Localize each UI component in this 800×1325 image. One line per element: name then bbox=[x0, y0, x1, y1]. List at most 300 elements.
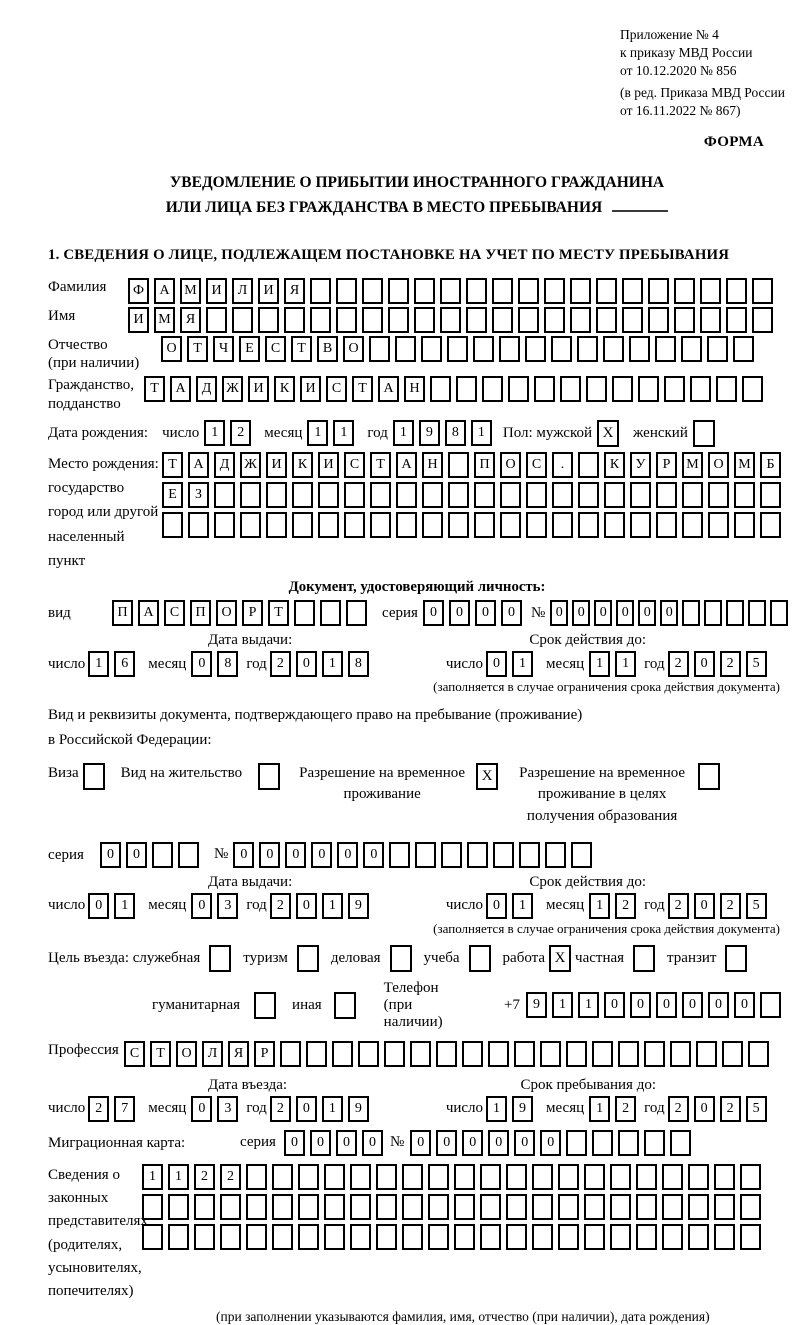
char-cell[interactable] bbox=[306, 1041, 327, 1067]
char-cell[interactable]: 0 bbox=[694, 1096, 715, 1122]
char-cell[interactable]: Т bbox=[352, 376, 373, 402]
char-cell[interactable] bbox=[318, 512, 339, 538]
char-cell[interactable] bbox=[716, 376, 737, 402]
purpose-other-checkbox[interactable] bbox=[334, 992, 356, 1019]
char-cell[interactable] bbox=[178, 842, 199, 868]
purpose-tourism-checkbox[interactable] bbox=[297, 945, 319, 972]
char-cell[interactable] bbox=[662, 1194, 683, 1220]
char-cell[interactable] bbox=[402, 1224, 423, 1250]
char-cell[interactable] bbox=[414, 278, 435, 304]
char-cell[interactable]: 0 bbox=[423, 600, 444, 626]
char-cell[interactable] bbox=[681, 336, 702, 362]
char-cell[interactable] bbox=[571, 842, 592, 868]
char-cell[interactable] bbox=[350, 1194, 371, 1220]
char-cell[interactable] bbox=[266, 512, 287, 538]
char-cell[interactable] bbox=[466, 278, 487, 304]
char-cell[interactable] bbox=[362, 278, 383, 304]
char-cell[interactable] bbox=[428, 1194, 449, 1220]
char-cell[interactable] bbox=[655, 336, 676, 362]
char-cell[interactable] bbox=[748, 600, 766, 626]
temp-residence-checkbox[interactable]: X bbox=[476, 763, 498, 790]
char-cell[interactable] bbox=[740, 1164, 761, 1190]
char-cell[interactable]: 0 bbox=[191, 1096, 212, 1122]
char-cell[interactable]: Д bbox=[214, 452, 235, 478]
char-cell[interactable] bbox=[142, 1224, 163, 1250]
char-cell[interactable] bbox=[584, 1194, 605, 1220]
char-cell[interactable] bbox=[500, 482, 521, 508]
char-cell[interactable] bbox=[358, 1041, 379, 1067]
sex-male-checkbox[interactable]: X bbox=[597, 420, 619, 447]
char-cell[interactable]: 2 bbox=[220, 1164, 241, 1190]
char-cell[interactable]: 0 bbox=[233, 842, 254, 868]
char-cell[interactable]: 0 bbox=[363, 842, 384, 868]
char-cell[interactable] bbox=[519, 842, 540, 868]
char-cell[interactable]: К bbox=[274, 376, 295, 402]
char-cell[interactable] bbox=[370, 512, 391, 538]
char-cell[interactable] bbox=[584, 1224, 605, 1250]
char-cell[interactable] bbox=[525, 336, 546, 362]
char-cell[interactable] bbox=[648, 307, 669, 333]
char-cell[interactable] bbox=[622, 278, 643, 304]
char-cell[interactable] bbox=[618, 1041, 639, 1067]
char-cell[interactable] bbox=[644, 1041, 665, 1067]
char-cell[interactable]: Т bbox=[162, 452, 183, 478]
char-cell[interactable]: 5 bbox=[746, 893, 767, 919]
char-cell[interactable] bbox=[592, 1041, 613, 1067]
char-cell[interactable] bbox=[280, 1041, 301, 1067]
char-cell[interactable] bbox=[596, 278, 617, 304]
char-cell[interactable]: М bbox=[180, 278, 201, 304]
char-cell[interactable] bbox=[726, 278, 747, 304]
char-cell[interactable]: 5 bbox=[746, 651, 767, 677]
char-cell[interactable] bbox=[636, 1194, 657, 1220]
char-cell[interactable]: 1 bbox=[322, 1096, 343, 1122]
char-cell[interactable] bbox=[492, 278, 513, 304]
char-cell[interactable]: 0 bbox=[694, 651, 715, 677]
char-cell[interactable]: 0 bbox=[694, 893, 715, 919]
char-cell[interactable] bbox=[566, 1041, 587, 1067]
char-cell[interactable] bbox=[714, 1224, 735, 1250]
char-cell[interactable]: Н bbox=[404, 376, 425, 402]
char-cell[interactable]: 0 bbox=[337, 842, 358, 868]
char-cell[interactable] bbox=[518, 278, 539, 304]
char-cell[interactable] bbox=[544, 307, 565, 333]
char-cell[interactable]: 0 bbox=[616, 600, 634, 626]
char-cell[interactable]: 0 bbox=[88, 893, 109, 919]
char-cell[interactable]: С bbox=[124, 1041, 145, 1067]
char-cell[interactable] bbox=[168, 1194, 189, 1220]
char-cell[interactable]: З bbox=[188, 482, 209, 508]
char-cell[interactable]: А bbox=[378, 376, 399, 402]
char-cell[interactable]: М bbox=[154, 307, 175, 333]
char-cell[interactable]: С bbox=[265, 336, 286, 362]
char-cell[interactable] bbox=[448, 512, 469, 538]
char-cell[interactable] bbox=[526, 512, 547, 538]
char-cell[interactable]: Р bbox=[656, 452, 677, 478]
char-cell[interactable] bbox=[474, 512, 495, 538]
char-cell[interactable] bbox=[603, 336, 624, 362]
char-cell[interactable] bbox=[344, 512, 365, 538]
char-cell[interactable] bbox=[232, 307, 253, 333]
char-cell[interactable]: И bbox=[300, 376, 321, 402]
char-cell[interactable]: Д bbox=[196, 376, 217, 402]
char-cell[interactable]: 2 bbox=[270, 1096, 291, 1122]
char-cell[interactable]: 1 bbox=[307, 420, 328, 446]
char-cell[interactable]: Я bbox=[228, 1041, 249, 1067]
char-cell[interactable] bbox=[336, 278, 357, 304]
char-cell[interactable] bbox=[448, 482, 469, 508]
char-cell[interactable]: О bbox=[216, 600, 237, 626]
char-cell[interactable] bbox=[410, 1041, 431, 1067]
char-cell[interactable] bbox=[422, 482, 443, 508]
char-cell[interactable]: 1 bbox=[114, 893, 135, 919]
char-cell[interactable]: К bbox=[604, 452, 625, 478]
char-cell[interactable]: 0 bbox=[514, 1130, 535, 1156]
char-cell[interactable] bbox=[558, 1164, 579, 1190]
char-cell[interactable] bbox=[246, 1164, 267, 1190]
char-cell[interactable] bbox=[560, 376, 581, 402]
purpose-humanitarian-checkbox[interactable] bbox=[254, 992, 276, 1019]
char-cell[interactable] bbox=[688, 1194, 709, 1220]
char-cell[interactable] bbox=[618, 1130, 639, 1156]
char-cell[interactable] bbox=[396, 482, 417, 508]
char-cell[interactable] bbox=[532, 1164, 553, 1190]
char-cell[interactable]: И bbox=[318, 452, 339, 478]
char-cell[interactable]: Т bbox=[187, 336, 208, 362]
char-cell[interactable] bbox=[682, 512, 703, 538]
char-cell[interactable] bbox=[362, 307, 383, 333]
char-cell[interactable] bbox=[320, 600, 341, 626]
char-cell[interactable] bbox=[462, 1041, 483, 1067]
char-cell[interactable]: 0 bbox=[191, 651, 212, 677]
char-cell[interactable]: Б bbox=[760, 452, 781, 478]
char-cell[interactable] bbox=[240, 482, 261, 508]
char-cell[interactable] bbox=[752, 278, 773, 304]
char-cell[interactable] bbox=[610, 1164, 631, 1190]
char-cell[interactable] bbox=[493, 842, 514, 868]
char-cell[interactable]: 8 bbox=[217, 651, 238, 677]
char-cell[interactable] bbox=[395, 336, 416, 362]
char-cell[interactable]: П bbox=[190, 600, 211, 626]
char-cell[interactable] bbox=[206, 307, 227, 333]
char-cell[interactable]: Л bbox=[202, 1041, 223, 1067]
char-cell[interactable] bbox=[648, 278, 669, 304]
char-cell[interactable] bbox=[440, 307, 461, 333]
char-cell[interactable] bbox=[674, 278, 695, 304]
char-cell[interactable] bbox=[388, 307, 409, 333]
char-cell[interactable]: Р bbox=[254, 1041, 275, 1067]
char-cell[interactable] bbox=[284, 307, 305, 333]
char-cell[interactable] bbox=[194, 1194, 215, 1220]
char-cell[interactable] bbox=[294, 600, 315, 626]
char-cell[interactable]: М bbox=[734, 452, 755, 478]
purpose-work-checkbox[interactable]: X bbox=[549, 945, 571, 972]
char-cell[interactable]: 1 bbox=[333, 420, 354, 446]
char-cell[interactable] bbox=[454, 1194, 475, 1220]
char-cell[interactable]: Т bbox=[150, 1041, 171, 1067]
char-cell[interactable] bbox=[466, 307, 487, 333]
char-cell[interactable] bbox=[760, 512, 781, 538]
char-cell[interactable]: И bbox=[258, 278, 279, 304]
char-cell[interactable] bbox=[638, 376, 659, 402]
char-cell[interactable]: А bbox=[154, 278, 175, 304]
char-cell[interactable] bbox=[499, 336, 520, 362]
char-cell[interactable] bbox=[266, 482, 287, 508]
char-cell[interactable]: 0 bbox=[734, 992, 755, 1018]
char-cell[interactable] bbox=[688, 1224, 709, 1250]
char-cell[interactable] bbox=[700, 278, 721, 304]
char-cell[interactable]: 0 bbox=[475, 600, 496, 626]
char-cell[interactable] bbox=[570, 307, 591, 333]
char-cell[interactable] bbox=[258, 307, 279, 333]
char-cell[interactable] bbox=[336, 307, 357, 333]
char-cell[interactable]: А bbox=[138, 600, 159, 626]
char-cell[interactable]: 5 bbox=[746, 1096, 767, 1122]
char-cell[interactable] bbox=[492, 307, 513, 333]
char-cell[interactable] bbox=[604, 512, 625, 538]
char-cell[interactable]: 0 bbox=[362, 1130, 383, 1156]
char-cell[interactable]: 2 bbox=[720, 1096, 741, 1122]
char-cell[interactable] bbox=[480, 1194, 501, 1220]
char-cell[interactable] bbox=[430, 376, 451, 402]
char-cell[interactable]: 9 bbox=[348, 893, 369, 919]
char-cell[interactable] bbox=[518, 307, 539, 333]
char-cell[interactable]: 1 bbox=[552, 992, 573, 1018]
char-cell[interactable] bbox=[447, 336, 468, 362]
char-cell[interactable]: Е bbox=[162, 482, 183, 508]
char-cell[interactable] bbox=[474, 482, 495, 508]
char-cell[interactable]: Н bbox=[422, 452, 443, 478]
char-cell[interactable]: 1 bbox=[322, 651, 343, 677]
char-cell[interactable]: 0 bbox=[100, 842, 121, 868]
char-cell[interactable] bbox=[310, 307, 331, 333]
char-cell[interactable] bbox=[473, 336, 494, 362]
char-cell[interactable] bbox=[298, 1194, 319, 1220]
char-cell[interactable] bbox=[421, 336, 442, 362]
char-cell[interactable]: 6 bbox=[114, 651, 135, 677]
char-cell[interactable] bbox=[384, 1041, 405, 1067]
char-cell[interactable] bbox=[506, 1194, 527, 1220]
char-cell[interactable] bbox=[428, 1164, 449, 1190]
char-cell[interactable] bbox=[734, 512, 755, 538]
char-cell[interactable] bbox=[664, 376, 685, 402]
char-cell[interactable]: Я bbox=[284, 278, 305, 304]
char-cell[interactable] bbox=[456, 376, 477, 402]
char-cell[interactable]: 2 bbox=[270, 893, 291, 919]
char-cell[interactable]: 1 bbox=[322, 893, 343, 919]
char-cell[interactable]: П bbox=[474, 452, 495, 478]
char-cell[interactable] bbox=[734, 482, 755, 508]
char-cell[interactable] bbox=[740, 1194, 761, 1220]
char-cell[interactable] bbox=[670, 1130, 691, 1156]
char-cell[interactable]: 0 bbox=[656, 992, 677, 1018]
char-cell[interactable] bbox=[350, 1164, 371, 1190]
char-cell[interactable]: 2 bbox=[668, 1096, 689, 1122]
char-cell[interactable]: 8 bbox=[348, 651, 369, 677]
char-cell[interactable]: 1 bbox=[486, 1096, 507, 1122]
char-cell[interactable]: Т bbox=[291, 336, 312, 362]
char-cell[interactable]: С bbox=[164, 600, 185, 626]
char-cell[interactable] bbox=[526, 482, 547, 508]
char-cell[interactable] bbox=[272, 1224, 293, 1250]
char-cell[interactable]: Ж bbox=[240, 452, 261, 478]
char-cell[interactable]: 9 bbox=[512, 1096, 533, 1122]
char-cell[interactable]: 2 bbox=[668, 651, 689, 677]
char-cell[interactable]: 0 bbox=[284, 1130, 305, 1156]
char-cell[interactable] bbox=[514, 1041, 535, 1067]
purpose-study-checkbox[interactable] bbox=[469, 945, 491, 972]
char-cell[interactable]: 0 bbox=[708, 992, 729, 1018]
temp-residence-edu-checkbox[interactable] bbox=[698, 763, 720, 790]
char-cell[interactable]: О bbox=[500, 452, 521, 478]
purpose-official-checkbox[interactable] bbox=[209, 945, 231, 972]
char-cell[interactable] bbox=[596, 307, 617, 333]
char-cell[interactable] bbox=[324, 1194, 345, 1220]
char-cell[interactable]: С bbox=[526, 452, 547, 478]
char-cell[interactable] bbox=[292, 512, 313, 538]
char-cell[interactable]: 0 bbox=[311, 842, 332, 868]
char-cell[interactable] bbox=[402, 1194, 423, 1220]
char-cell[interactable]: О bbox=[343, 336, 364, 362]
char-cell[interactable]: 1 bbox=[578, 992, 599, 1018]
char-cell[interactable] bbox=[500, 512, 521, 538]
residence-permit-checkbox[interactable] bbox=[258, 763, 280, 790]
char-cell[interactable]: Ч bbox=[213, 336, 234, 362]
char-cell[interactable]: 0 bbox=[410, 1130, 431, 1156]
char-cell[interactable] bbox=[376, 1164, 397, 1190]
char-cell[interactable]: М bbox=[682, 452, 703, 478]
char-cell[interactable]: О bbox=[708, 452, 729, 478]
char-cell[interactable] bbox=[656, 482, 677, 508]
char-cell[interactable] bbox=[722, 1041, 743, 1067]
char-cell[interactable] bbox=[604, 482, 625, 508]
char-cell[interactable]: 0 bbox=[572, 600, 590, 626]
char-cell[interactable] bbox=[742, 376, 763, 402]
char-cell[interactable] bbox=[740, 1224, 761, 1250]
char-cell[interactable]: О bbox=[176, 1041, 197, 1067]
char-cell[interactable] bbox=[350, 1224, 371, 1250]
char-cell[interactable]: 0 bbox=[310, 1130, 331, 1156]
char-cell[interactable]: И bbox=[266, 452, 287, 478]
char-cell[interactable] bbox=[532, 1194, 553, 1220]
char-cell[interactable] bbox=[558, 1194, 579, 1220]
char-cell[interactable] bbox=[586, 376, 607, 402]
char-cell[interactable] bbox=[220, 1194, 241, 1220]
char-cell[interactable] bbox=[467, 842, 488, 868]
char-cell[interactable]: 0 bbox=[336, 1130, 357, 1156]
char-cell[interactable]: Т bbox=[370, 452, 391, 478]
char-cell[interactable] bbox=[544, 278, 565, 304]
char-cell[interactable] bbox=[389, 842, 410, 868]
visa-checkbox[interactable] bbox=[83, 763, 105, 790]
char-cell[interactable]: Р bbox=[242, 600, 263, 626]
char-cell[interactable] bbox=[662, 1164, 683, 1190]
char-cell[interactable] bbox=[428, 1224, 449, 1250]
char-cell[interactable] bbox=[696, 1041, 717, 1067]
char-cell[interactable] bbox=[578, 482, 599, 508]
char-cell[interactable] bbox=[760, 482, 781, 508]
char-cell[interactable]: 2 bbox=[720, 651, 741, 677]
char-cell[interactable]: 0 bbox=[436, 1130, 457, 1156]
char-cell[interactable]: 0 bbox=[462, 1130, 483, 1156]
char-cell[interactable]: И bbox=[206, 278, 227, 304]
char-cell[interactable]: Е bbox=[239, 336, 260, 362]
char-cell[interactable]: 2 bbox=[615, 893, 636, 919]
char-cell[interactable]: 0 bbox=[486, 893, 507, 919]
char-cell[interactable] bbox=[578, 452, 599, 478]
char-cell[interactable] bbox=[636, 1224, 657, 1250]
char-cell[interactable]: С bbox=[344, 452, 365, 478]
char-cell[interactable]: П bbox=[112, 600, 133, 626]
char-cell[interactable]: 0 bbox=[449, 600, 470, 626]
char-cell[interactable]: Ф bbox=[128, 278, 149, 304]
char-cell[interactable] bbox=[369, 336, 390, 362]
char-cell[interactable]: 0 bbox=[126, 842, 147, 868]
char-cell[interactable] bbox=[610, 1194, 631, 1220]
char-cell[interactable] bbox=[272, 1164, 293, 1190]
char-cell[interactable] bbox=[748, 1041, 769, 1067]
char-cell[interactable] bbox=[298, 1164, 319, 1190]
char-cell[interactable] bbox=[532, 1224, 553, 1250]
char-cell[interactable]: 0 bbox=[540, 1130, 561, 1156]
char-cell[interactable] bbox=[168, 1224, 189, 1250]
char-cell[interactable]: 1 bbox=[168, 1164, 189, 1190]
char-cell[interactable]: 9 bbox=[419, 420, 440, 446]
char-cell[interactable] bbox=[690, 376, 711, 402]
char-cell[interactable] bbox=[708, 482, 729, 508]
char-cell[interactable]: 0 bbox=[630, 992, 651, 1018]
char-cell[interactable]: 0 bbox=[594, 600, 612, 626]
char-cell[interactable] bbox=[540, 1041, 561, 1067]
char-cell[interactable]: 0 bbox=[550, 600, 568, 626]
char-cell[interactable]: 0 bbox=[501, 600, 522, 626]
char-cell[interactable] bbox=[332, 1041, 353, 1067]
char-cell[interactable] bbox=[707, 336, 728, 362]
char-cell[interactable]: 0 bbox=[296, 1096, 317, 1122]
char-cell[interactable]: 1 bbox=[393, 420, 414, 446]
char-cell[interactable]: 0 bbox=[604, 992, 625, 1018]
char-cell[interactable]: 0 bbox=[682, 992, 703, 1018]
char-cell[interactable] bbox=[688, 1164, 709, 1190]
char-cell[interactable]: И bbox=[128, 307, 149, 333]
char-cell[interactable]: Т bbox=[268, 600, 289, 626]
char-cell[interactable] bbox=[188, 512, 209, 538]
char-cell[interactable] bbox=[376, 1194, 397, 1220]
char-cell[interactable] bbox=[388, 278, 409, 304]
char-cell[interactable] bbox=[770, 600, 788, 626]
char-cell[interactable] bbox=[370, 482, 391, 508]
char-cell[interactable] bbox=[272, 1194, 293, 1220]
char-cell[interactable] bbox=[482, 376, 503, 402]
char-cell[interactable] bbox=[162, 512, 183, 538]
char-cell[interactable] bbox=[436, 1041, 457, 1067]
purpose-transit-checkbox[interactable] bbox=[725, 945, 747, 972]
char-cell[interactable] bbox=[506, 1164, 527, 1190]
char-cell[interactable]: 8 bbox=[445, 420, 466, 446]
char-cell[interactable]: 2 bbox=[88, 1096, 109, 1122]
char-cell[interactable]: 3 bbox=[217, 1096, 238, 1122]
char-cell[interactable] bbox=[726, 307, 747, 333]
char-cell[interactable] bbox=[422, 512, 443, 538]
char-cell[interactable] bbox=[558, 1224, 579, 1250]
char-cell[interactable] bbox=[414, 307, 435, 333]
char-cell[interactable] bbox=[577, 336, 598, 362]
char-cell[interactable] bbox=[682, 482, 703, 508]
char-cell[interactable]: . bbox=[552, 452, 573, 478]
char-cell[interactable] bbox=[726, 600, 744, 626]
char-cell[interactable] bbox=[552, 512, 573, 538]
char-cell[interactable]: А bbox=[188, 452, 209, 478]
